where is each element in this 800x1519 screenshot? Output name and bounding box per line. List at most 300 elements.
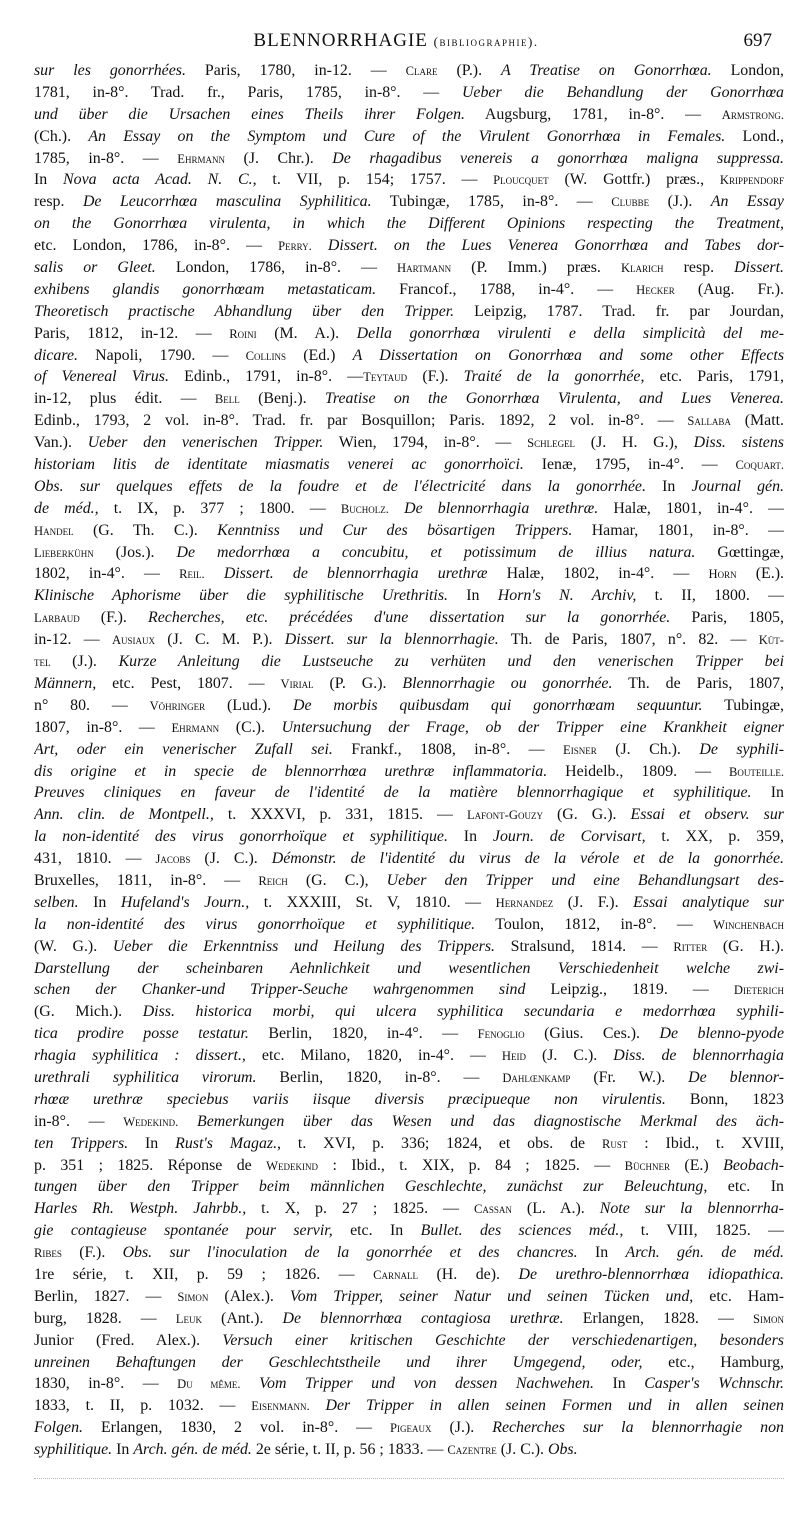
italic-title-span: De blennorrhœa contagiosa urethræ. bbox=[282, 1309, 564, 1327]
author-name: Ausiaux bbox=[111, 633, 156, 648]
italic-title-span: Der Tripper in allen seinen Formen und in allen seinen bbox=[325, 1397, 784, 1415]
author-name: Clubbe bbox=[611, 195, 650, 210]
running-title bbox=[20, 30, 772, 52]
author-name: Hernandez bbox=[495, 895, 554, 910]
citation-text: 1785, in-8°. — bbox=[34, 149, 178, 167]
text-line bbox=[34, 257, 784, 279]
text-line bbox=[34, 1133, 784, 1155]
citation-text: Toulon, 1812, in-8°. — bbox=[475, 915, 714, 933]
author-name: Schlegel bbox=[527, 436, 576, 451]
author-name: Horn bbox=[708, 567, 737, 582]
italic-title-span: of Venereal Virus. bbox=[34, 368, 169, 386]
author-name: Ehrmann bbox=[177, 151, 225, 166]
italic-title-span: Ueber die Behandlung der Gonorrhœa bbox=[461, 83, 784, 101]
author-name: Ribes bbox=[34, 1246, 62, 1261]
citation-text: Napoli, 1790. — bbox=[77, 346, 246, 364]
author-name: Clare bbox=[405, 64, 438, 78]
citation-text: In bbox=[577, 1244, 626, 1262]
citation-text: (M. A.). bbox=[256, 324, 357, 342]
author-name: Handel bbox=[34, 523, 74, 538]
text-line bbox=[34, 1395, 784, 1417]
citation-text: 431, 1810. — bbox=[34, 850, 156, 868]
italic-title-span: Nova acta Acad. N. C., bbox=[63, 171, 257, 189]
author-name: Sallaba bbox=[687, 414, 731, 429]
citation-text: Berlin, 1827. — bbox=[34, 1287, 178, 1305]
italic-title-span: Beobach- bbox=[723, 1156, 784, 1174]
text-line bbox=[34, 1111, 784, 1133]
citation-text: (P. Imm.) præs. bbox=[451, 259, 621, 277]
italic-title-span: tungen über den Tripper beim männlichen Geschlechte, zunächst zur Beleuchtung, bbox=[34, 1178, 708, 1196]
text-line bbox=[34, 126, 784, 148]
citation-text: etc., Hamburg, bbox=[642, 1353, 784, 1371]
citation-text: Wien, 1794, in-8°. — bbox=[323, 434, 528, 452]
citation-text: (F.). bbox=[79, 609, 149, 627]
text-line bbox=[34, 958, 784, 980]
citation-text: (W. Gottfr.) præs., bbox=[548, 171, 720, 189]
citation-text: In bbox=[128, 1134, 176, 1152]
citation-text: Bonn, 1823 bbox=[665, 1090, 784, 1108]
italic-title-span: Theoretisch practische Abhandlung über den Tripper. bbox=[34, 302, 455, 320]
citation-text: Francof., 1788, in-4°. — bbox=[376, 280, 637, 298]
italic-title-span: De urethro-blennorrhœa idiopathica. bbox=[518, 1265, 784, 1283]
text-line bbox=[34, 1308, 784, 1330]
italic-title-span: De blennor- bbox=[688, 1068, 784, 1086]
italic-title-span: rhagia syphilitica : dissert., bbox=[34, 1047, 246, 1065]
text-line bbox=[34, 388, 784, 410]
text-line bbox=[34, 235, 784, 257]
citation-text: (G. G.). bbox=[542, 806, 631, 824]
text-line bbox=[34, 1286, 784, 1308]
italic-title-span: ten Trippers. bbox=[34, 1134, 129, 1152]
citation-text: In bbox=[593, 1375, 645, 1393]
italic-title-span: A Dissertation on Gonorrhœa and some other Effects bbox=[352, 346, 784, 364]
citation-text: Augsburg, 1781, in-8°. — bbox=[465, 105, 722, 123]
text-line bbox=[34, 1155, 784, 1177]
italic-title-span: dis origine et in specie de blennorrhœa urethræ inflammatoria. bbox=[34, 762, 548, 780]
italic-title-span: Horn's N. Archiv, bbox=[497, 587, 637, 605]
text-line bbox=[34, 542, 784, 564]
italic-title-span: Essai et observ. sur bbox=[630, 806, 784, 824]
author-name: Rust bbox=[601, 1136, 628, 1151]
author-name: Wedekind. bbox=[123, 1114, 179, 1129]
author-name: Cassan bbox=[473, 1202, 512, 1217]
citation-text: in-12. — bbox=[34, 631, 112, 649]
author-name: Dahlœnkamp bbox=[502, 1070, 571, 1085]
citation-text bbox=[241, 1375, 260, 1392]
citation-text bbox=[178, 1113, 197, 1130]
author-name: Küt- bbox=[758, 633, 784, 648]
author-name: Ploucquet bbox=[493, 173, 549, 188]
text-line bbox=[34, 191, 784, 213]
citation-text: (Benj.). bbox=[239, 390, 325, 408]
italic-title-span: Kurze Anleitung die Lustseuche zu verhüten und den venerischen Tripper bei bbox=[118, 653, 784, 671]
citation-text: t. VII, p. 154; 1757. — bbox=[256, 171, 494, 189]
citation-text: London, 1786, in-8°. — bbox=[155, 259, 398, 277]
citation-text: : Ibid., t. XIX, p. 84 ; 1825. — bbox=[318, 1156, 625, 1174]
text-line bbox=[34, 717, 784, 739]
citation-text: In bbox=[78, 893, 121, 911]
author-name: Simon bbox=[177, 1289, 209, 1304]
citation-text: 1re série, t. XII, p. 59 ; 1826. — bbox=[34, 1265, 374, 1283]
citation-text bbox=[205, 565, 224, 582]
citation-text: (G. Th. C.). bbox=[73, 521, 218, 539]
citation-text: (J. C. M. P.). bbox=[155, 631, 285, 649]
citation-text: Edinb., 1793, 2 vol. in-8°. Trad. fr. par Bosquillon; Paris. 1892, 2 vol. in-8°. — bbox=[34, 412, 688, 430]
citation-text: Edinb., 1791, in-8°. — bbox=[168, 368, 364, 386]
citation-text: Leipzig, 1787. Trad. fr. par Jourdan, bbox=[454, 302, 784, 320]
author-name: Reich bbox=[258, 873, 288, 888]
italic-title-span: Casper's Wchnschr. bbox=[644, 1375, 784, 1393]
citation-text: Halæ, 1801, in-4°. — bbox=[598, 499, 784, 517]
citation-text: etc. Milano, 1820, in-4°. — bbox=[245, 1047, 502, 1065]
citation-text: etc. London, 1786, in-8°. — bbox=[34, 237, 279, 255]
citation-text: t. VIII, 1825. — bbox=[623, 1222, 784, 1240]
citation-text: p. 351 ; 1825. Réponse de bbox=[34, 1156, 267, 1174]
italic-title-span: Journal gén. bbox=[691, 477, 784, 495]
citation-text: (J. Ch.). bbox=[596, 740, 700, 758]
citation-text: n° 80. — bbox=[34, 696, 150, 714]
citation-text: (J.). bbox=[50, 653, 119, 671]
citation-text: Ienæ, 1795, in-4°. — bbox=[523, 456, 736, 474]
citation-text: (P. G.). bbox=[313, 674, 403, 692]
citation-text: etc. Pest, 1807. — bbox=[96, 674, 281, 692]
italic-title-span: Dissert. sur la blennorrhagie. bbox=[284, 631, 499, 649]
citation-text: Leipzig., 1819. — bbox=[525, 981, 734, 999]
text-line bbox=[34, 432, 784, 454]
text-line bbox=[34, 585, 784, 607]
citation-text: etc. In bbox=[707, 1178, 784, 1196]
italic-title-span: la non-identité des virus gonorrhoïque et syphilitique. bbox=[34, 828, 448, 846]
italic-title-span: Bemerkungen über das Wesen und das diagnostische Merkmal des äch- bbox=[196, 1112, 784, 1130]
citation-text: Tubingæ, bbox=[702, 696, 784, 714]
citation-text: Heidelb., 1809. — bbox=[547, 762, 729, 780]
citation-text: Paris, 1780, in-12. — bbox=[185, 62, 406, 79]
italic-title-span: An Essay bbox=[710, 193, 784, 211]
citation-text: in-12, plus édit. — bbox=[34, 390, 215, 408]
italic-title-span: historiam litis de identitate miasmatis venerei ac gonorrhoïci. bbox=[34, 456, 524, 474]
citation-text: Erlangen, 1828. — bbox=[563, 1309, 753, 1327]
italic-title-span: De syphili- bbox=[699, 740, 784, 758]
italic-title-span: De medorrhœa a concubitu, et potissimum de illius natura. bbox=[176, 543, 696, 561]
citation-text: resp. bbox=[34, 193, 83, 211]
citation-text: Paris, 1805, bbox=[670, 609, 784, 627]
text-line bbox=[34, 979, 784, 1001]
italic-title-span: exhibens glandis gonorrhœam metastaticam. bbox=[34, 280, 377, 298]
italic-title-span: Treatise on the Gonorrhœa Virulenta, and Lues Venerea. bbox=[324, 390, 784, 408]
citation-text: t. XXXIII, St. V, 1810. — bbox=[249, 893, 496, 911]
text-line bbox=[34, 410, 784, 432]
author-name: Roini bbox=[229, 326, 257, 341]
citation-text: (Ed.) bbox=[286, 346, 353, 364]
citation-text: (J. F.). bbox=[553, 893, 634, 911]
text-line bbox=[34, 936, 784, 958]
italic-title-span: und über die Ursachen eines Theils ihrer Folgen. bbox=[34, 105, 465, 123]
text-line bbox=[34, 1417, 784, 1439]
author-name: Virial bbox=[280, 676, 314, 691]
italic-title-span: syphilitique. bbox=[34, 1441, 113, 1459]
text-line bbox=[34, 870, 784, 892]
citation-text: (J. Chr.). bbox=[224, 149, 333, 167]
citation-text: Halæ, 1802, in-4°. — bbox=[487, 565, 709, 583]
italic-title-span: Harles Rh. Westph. Jahrbb., bbox=[34, 1200, 247, 1218]
italic-title-span: Obs. sur quelques effets de la foudre et de l'électricité dans la gonorrhée. bbox=[34, 477, 646, 495]
text-line bbox=[34, 848, 784, 870]
citation-text: Lond., bbox=[725, 127, 784, 145]
citation-text: (J. H. G.), bbox=[575, 434, 694, 452]
bottom-dotted-rule bbox=[34, 1478, 784, 1479]
text-line bbox=[34, 520, 784, 542]
citation-text: In bbox=[751, 784, 784, 802]
citation-text: Hamar, 1801, in-8°. — bbox=[572, 521, 784, 539]
text-line bbox=[34, 607, 784, 629]
citation-text: t. XXXVI, p. 331, 1815. — bbox=[213, 806, 467, 824]
text-line bbox=[34, 323, 784, 345]
author-name: Carnall bbox=[373, 1267, 418, 1282]
italic-title-span: Obs. sur l'inoculation de la gonorrhée et des chancres. bbox=[122, 1244, 578, 1262]
text-line bbox=[34, 739, 784, 761]
text-line bbox=[34, 1067, 784, 1089]
citation-text: 1781, in-8°. Trad. fr., Paris, 1785, in-8°. — bbox=[34, 83, 462, 101]
text-line bbox=[34, 826, 784, 848]
italic-title-span: Klinische Aphorisme über die syphilitische Urethritis. bbox=[34, 587, 448, 605]
italic-title-span: Arch. gén. de méd. bbox=[625, 1244, 784, 1262]
italic-title-span: Arch. gén. de méd. bbox=[133, 1441, 252, 1459]
citation-text: (J.). bbox=[431, 1419, 493, 1437]
italic-title-span: Vom Tripper, seiner Natur und seinen Tücken und, bbox=[289, 1287, 694, 1305]
italic-title-span: Darstellung der scheinbaren Aehnlichkeit und wesentlichen Verschiedenheit welche zwi- bbox=[34, 959, 784, 977]
italic-title-span: Ueber den Tripper und eine Behandlungsart des- bbox=[386, 871, 784, 889]
italic-title-span: Preuves cliniques en faveur de l'identité de la matière blennorrhagique et syphilitique. bbox=[34, 784, 752, 802]
citation-text: Berlin, 1820, in-8°. — bbox=[256, 1068, 503, 1086]
author-name: Leuk bbox=[175, 1311, 202, 1326]
author-name: Bucholz. bbox=[340, 501, 389, 516]
italic-title-span: selben. bbox=[34, 893, 79, 911]
citation-text: (Aug. Fr.). bbox=[674, 280, 784, 298]
text-line bbox=[34, 1220, 784, 1242]
italic-title-span: De blennorrhagia urethræ. bbox=[404, 499, 599, 517]
author-name: Cazentre bbox=[447, 1443, 497, 1458]
citation-text: (H. de). bbox=[417, 1265, 519, 1283]
author-name: Eisner bbox=[563, 742, 597, 757]
bibliography-text bbox=[34, 60, 784, 1461]
italic-title-span: De blenno-pyode bbox=[659, 1025, 784, 1043]
text-line bbox=[34, 629, 784, 651]
text-line bbox=[34, 1089, 784, 1111]
italic-title-span: rhœæ urethræ speciebus variis iisque diversis præcipueque non virulentis. bbox=[34, 1090, 666, 1108]
citation-text: t. II, 1800. — bbox=[636, 587, 784, 605]
text-line bbox=[34, 1045, 784, 1067]
italic-title-span: Folgen. bbox=[34, 1419, 83, 1437]
author-name: Reil. bbox=[179, 567, 205, 582]
citation-text: (J. C.). bbox=[496, 1441, 548, 1459]
citation-text: burg, 1828. — bbox=[34, 1309, 176, 1327]
italic-title-span: Diss. de blennorrhagia bbox=[613, 1047, 784, 1065]
italic-title-span: Ann. clin. de Montpell., bbox=[34, 806, 214, 824]
text-line bbox=[34, 782, 784, 804]
italic-title-span: Diss. sistens bbox=[693, 434, 784, 452]
running-head bbox=[20, 30, 772, 54]
citation-text: (Fr. W.). bbox=[570, 1068, 689, 1086]
citation-text: (Lud.). bbox=[205, 696, 293, 714]
italic-title-span: Diss. historica morbi, qui ulcera syphilitica secundaria e medorrhœa syphili- bbox=[142, 1003, 784, 1021]
citation-text: In bbox=[645, 477, 692, 495]
text-line bbox=[34, 914, 784, 936]
citation-text: (Matt. bbox=[730, 412, 784, 430]
citation-text: (Jos.). bbox=[93, 543, 177, 561]
citation-text: t. IX, p. 377 ; 1800. — bbox=[98, 499, 341, 517]
citation-text: (E.). bbox=[736, 565, 784, 583]
author-name: Bouteille. bbox=[728, 764, 784, 779]
author-name: Collins bbox=[245, 348, 287, 363]
citation-text: (J.). bbox=[649, 193, 711, 211]
page-number: 697 bbox=[743, 30, 772, 51]
author-name: Ritter bbox=[673, 939, 708, 954]
author-name: Simon bbox=[752, 1311, 784, 1326]
text-line bbox=[34, 169, 784, 191]
text-line bbox=[34, 1330, 784, 1352]
author-name: Lieberkühn bbox=[34, 545, 94, 560]
citation-text: In bbox=[447, 828, 493, 846]
italic-title-span: Traité de la gonorrhée, bbox=[463, 368, 645, 386]
italic-title-span: Kenntniss und Cur des bösartigen Trippers. bbox=[217, 521, 573, 539]
italic-title-span: urethrali syphilitica virorum. bbox=[34, 1068, 257, 1086]
citation-text: 1830, in-8°. — bbox=[34, 1375, 178, 1393]
citation-text: 1807, in-8°. — bbox=[34, 718, 172, 736]
citation-text: (Gius. Ces.). bbox=[524, 1025, 660, 1043]
italic-title-span: sur les gonorrhées. bbox=[34, 62, 186, 79]
text-line bbox=[34, 104, 784, 126]
citation-text: (Alex.). bbox=[208, 1287, 290, 1305]
author-name: Perry. bbox=[278, 239, 312, 254]
citation-text: In bbox=[34, 171, 64, 189]
text-line bbox=[34, 82, 784, 104]
author-name: Armstrong. bbox=[721, 107, 784, 122]
author-name: Heid bbox=[501, 1049, 526, 1064]
italic-title-span: Recherches, etc. précédées d'une dissertation sur la gonorrhée. bbox=[148, 609, 671, 627]
citation-text: t. XX, p. 359, bbox=[645, 828, 784, 846]
author-name: Winchenbach bbox=[713, 917, 784, 932]
citation-text: Th. de Paris, 1807, n°. 82. — bbox=[498, 631, 759, 649]
italic-title-span: Rust's Magaz., bbox=[175, 1134, 282, 1152]
citation-text: Th. de Paris, 1807, bbox=[612, 674, 784, 692]
italic-title-span: De morbis quibusdam qui gonorrhœam sequuntur. bbox=[292, 696, 703, 714]
italic-title-span: tica prodire posse testatur. bbox=[34, 1025, 249, 1043]
citation-text: 1833, t. II, p. 1032. — bbox=[34, 1397, 252, 1415]
author-name: Krippendorf bbox=[719, 173, 784, 188]
italic-title-span: Recherches sur la blennorrhagie non bbox=[492, 1419, 784, 1437]
italic-title-span: Dissert. bbox=[734, 259, 784, 277]
citation-text: 1802, in-4°. — bbox=[34, 565, 180, 583]
citation-text: (J. C.). bbox=[190, 850, 272, 868]
text-line bbox=[34, 1198, 784, 1220]
italic-title-span: A Treatise on Gonorrhœa. bbox=[501, 62, 712, 79]
text-line bbox=[34, 498, 784, 520]
citation-text: (C.). bbox=[219, 718, 282, 736]
citation-text bbox=[389, 500, 404, 517]
citation-text: t. XVI, p. 336; 1824, et obs. de bbox=[281, 1134, 602, 1152]
citation-text: Tubingæ, 1785, in-8°. — bbox=[371, 193, 612, 211]
citation-text: (J. C.). bbox=[525, 1047, 614, 1065]
italic-title-span: salis or Gleet. bbox=[34, 259, 156, 277]
text-line bbox=[34, 563, 784, 585]
header-title: BLENNORRHAGIE bbox=[253, 30, 428, 51]
author-name: Pigeaux bbox=[390, 1421, 432, 1436]
text-line bbox=[34, 1439, 784, 1461]
author-name: Eisenmann. bbox=[251, 1399, 310, 1414]
italic-title-span: Obs. bbox=[548, 1441, 578, 1459]
citation-text: (W. G.). bbox=[34, 937, 113, 955]
italic-title-span: Männern, bbox=[34, 674, 97, 692]
citation-text: Stralsund, 1814. — bbox=[495, 937, 674, 955]
citation-text: : Ibid., t. XVIII, bbox=[627, 1134, 784, 1152]
citation-text: Bruxelles, 1811, in-8°. — bbox=[34, 871, 259, 889]
citation-text: Paris, 1812, in-12. — bbox=[34, 324, 230, 342]
citation-text: 2e série, t. II, p. 56 ; 1833. — bbox=[251, 1441, 448, 1459]
citation-text: (G. C.), bbox=[287, 871, 387, 889]
citation-text: (E.) bbox=[670, 1156, 724, 1174]
author-name: Du même. bbox=[177, 1377, 241, 1392]
citation-text: Erlangen, 1830, 2 vol. in-8°. — bbox=[82, 1419, 391, 1437]
italic-title-span: Vom Tripper und von dessen Nachwehen. bbox=[259, 1375, 594, 1393]
italic-title-span: Versuch einer kritischen Geschichte der verschiedenartigen, besonders bbox=[222, 1331, 784, 1349]
citation-text: Gœttingæ, bbox=[695, 543, 784, 561]
citation-text: (G. Mich.). bbox=[34, 1003, 143, 1021]
italic-title-span: gie contagieuse spontanée pour servir, bbox=[34, 1222, 333, 1240]
citation-text: (Ant.). bbox=[201, 1309, 283, 1327]
citation-text: London, bbox=[711, 62, 784, 79]
citation-text: Van.). bbox=[34, 434, 88, 452]
author-name: Büchner bbox=[624, 1158, 671, 1173]
text-line bbox=[34, 761, 784, 783]
citation-text: Frankf., 1808, in-8°. — bbox=[332, 740, 564, 758]
citation-text: resp. bbox=[663, 259, 735, 277]
citation-text: etc. Ham- bbox=[693, 1287, 784, 1305]
citation-text: etc. Paris, 1791, bbox=[644, 368, 784, 386]
italic-title-span: Ueber den venerischen Tripper. bbox=[87, 434, 324, 452]
italic-title-span: De rhagadibus venereis a gonorrhœa maligna suppressa. bbox=[332, 149, 784, 167]
citation-text: etc. In bbox=[332, 1222, 421, 1240]
author-name: Lafont-Gouzy bbox=[466, 808, 543, 823]
italic-title-span: la non-identité des virus gonorrhoïque et syphilitique. bbox=[34, 915, 476, 933]
author-name: Vöhringer bbox=[149, 698, 206, 713]
text-line bbox=[34, 1176, 784, 1198]
italic-title-span: on the Gonorrhœa virulenta, in which the Different Opinions respecting the Treatment, bbox=[34, 215, 784, 233]
author-name: Wedekind bbox=[266, 1158, 319, 1173]
citation-text: Berlin, 1820, in-4°. — bbox=[248, 1025, 478, 1043]
author-name: Bell bbox=[214, 392, 240, 407]
italic-title-span: Della gonorrhœa virulenti e della simplicità del me- bbox=[356, 324, 784, 342]
italic-title-span: Art, oder ein venerischer Zufall sei. bbox=[34, 740, 333, 758]
author-name: Jacobs bbox=[155, 852, 191, 867]
citation-text: (Ch.). bbox=[34, 127, 89, 145]
italic-title-span: unreinen Behaftungen der Geschlechtstheile und ihrer Umgegend, oder, bbox=[34, 1353, 643, 1371]
author-name: tel bbox=[34, 655, 51, 670]
text-line bbox=[34, 1373, 784, 1395]
citation-text bbox=[312, 237, 328, 254]
author-name: Dieterich bbox=[733, 983, 784, 998]
italic-title-span: Dissert. de blennorrhagia urethræ bbox=[223, 565, 488, 583]
italic-title-span: schen der Chanker-und Tripper-Seuche wahrgenommen sind bbox=[34, 981, 526, 999]
text-line bbox=[34, 892, 784, 914]
text-line bbox=[34, 1264, 784, 1286]
citation-text: t. X, p. 27 ; 1825. — bbox=[246, 1200, 474, 1218]
text-line bbox=[34, 695, 784, 717]
author-name: Klarich bbox=[620, 261, 664, 276]
italic-title-span: An Essay on the Symptom und Cure of the Virulent Gonorrhœa in Females. bbox=[88, 127, 726, 145]
italic-title-span: dicare. bbox=[34, 346, 78, 364]
author-name: Ehrmann bbox=[171, 720, 220, 735]
author-name: Larbaud bbox=[34, 611, 80, 626]
